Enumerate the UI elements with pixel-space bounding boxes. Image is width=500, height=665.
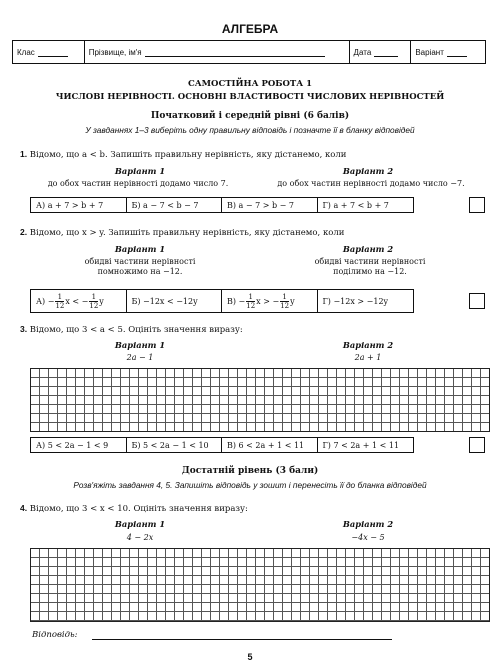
level1-title: Початковий і середній рівні (6 балів) [150,111,350,121]
task2-option-c[interactable]: В) − $\frac{1}{12}$ x > − $\frac{1}{12}$ y [222,290,318,312]
task1-text: Відомо, що a < b. Запишіть правильну нерівність, яку дістанемо, коли [29,150,347,160]
task1-variant1-text: до обох частин нерівності додамо число 7. [47,179,229,188]
answer-line[interactable] [92,639,392,640]
name-field[interactable] [85,41,350,63]
answer-label: Відповідь: [32,630,78,640]
date-label: Дата [353,47,372,57]
level2-instruction: Розв'яжіть завдання 4, 5. Запишіть відповідь у зошит і перенесіть її до бланка відповідей [73,480,427,490]
task3-variant2-expr: 2a + 1 [354,353,382,362]
task1-option-c[interactable]: В) a − 7 > b − 7 [222,198,318,212]
task1-question [20,149,346,160]
task1-number: 1. [20,149,28,159]
fraction-one-twelfth: $\frac{1}{12}$ [89,292,99,310]
task1-variant2-title: Варіант 2 [342,166,394,176]
task4-question [20,503,248,514]
task1-answer-box[interactable] [469,197,485,213]
task4-text: Відомо, що 3 < x < 10. Оцініть значення виразу: [29,504,248,514]
class-label: Клас [17,47,35,57]
task2-options [30,289,414,313]
task3-option-a[interactable]: А) 5 < 2a − 1 < 9 [31,438,127,452]
task4-variant2-title: Варіант 2 [342,519,394,529]
task2-variant1-title: Варіант 1 [114,244,166,254]
task4-variant2-expr: −4x − 5 [351,533,385,542]
task3-option-d[interactable]: Г) 7 < 2a + 1 < 11 [322,440,400,450]
task2-variant1-line1: обидві частини нерівності [84,257,196,266]
fraction-one-twelfth: $\frac{1}{12}$ [280,292,290,310]
task2-answer-box[interactable] [469,293,485,309]
task2-number: 2. [20,227,28,237]
page-number: 5 [247,652,253,662]
task3-option-c[interactable]: В) 6 < 2a + 1 < 11 [222,438,318,452]
name-label: Прізвище, ім'я [88,47,142,57]
task3-question [20,324,243,335]
task1-option-d[interactable]: Г) a + 7 < b + 7 [322,200,389,210]
level1-instruction: У завданнях 1–3 виберіть одну правильну відповідь і позначте її в бланку відповідей [85,125,415,135]
task3-number: 3. [20,324,28,334]
work-subtitle: ЧИСЛОВІ НЕРІВНОСТІ. ОСНОВНІ ВЛАСТИВОСТІ ЧИСЛОВИХ НЕРІВНОСТЕЙ [55,92,445,102]
class-field[interactable] [13,41,85,63]
task3-work-grid[interactable] [30,368,490,432]
task4-variant1-expr: 4 − 2x [126,533,154,542]
task2-text: Відомо, що x > y. Запишіть правильну нерівність, яку дістанемо, коли [29,228,345,238]
task1-option-b[interactable]: Б) a − 7 < b − 7 [127,198,223,212]
task4-work-grid[interactable] [30,548,490,622]
level2-title: Достатній рівень (3 бали) [181,466,319,476]
fraction-one-twelfth: $\frac{1}{12}$ [246,292,256,310]
task3-options [30,437,414,453]
date-field[interactable] [350,41,412,63]
task2-variant2-line1: обидві частини нерівності [314,257,426,266]
task1-option-a[interactable]: А) a + 7 > b + 7 [31,198,127,212]
task2-variant2-line2: поділимо на −12. [333,267,407,276]
task2-option-a[interactable]: А) − $\frac{1}{12}$ x < − $\frac{1}{12}$ y [31,290,127,312]
task2-question [20,227,344,238]
task1-variant2-text: до обох частин нерівності додамо число −7. [277,179,465,188]
task2-variant1-line2: помножимо на −12. [97,267,183,276]
task2-option-b[interactable]: Б) −12x < −12y [127,290,223,312]
student-header-table [12,40,486,64]
task3-option-b[interactable]: Б) 5 < 2a − 1 < 10 [127,438,223,452]
work-title: САМОСТІЙНА РОБОТА 1 [187,79,313,89]
variant-field[interactable] [411,41,485,63]
task3-variant2-title: Варіант 2 [342,340,394,350]
subject-title: АЛГЕБРА [221,22,279,36]
task1-variant1-title: Варіант 1 [114,166,166,176]
task4-number: 4. [20,503,28,513]
task3-answer-box[interactable] [469,437,485,453]
fraction-one-twelfth: $\frac{1}{12}$ [55,292,65,310]
task3-text: Відомо, що 3 < a < 5. Оцініть значення виразу: [29,325,243,335]
task3-variant1-title: Варіант 1 [114,340,166,350]
task1-options [30,197,414,213]
task3-variant1-expr: 2a − 1 [126,353,154,362]
task4-variant1-title: Варіант 1 [114,519,166,529]
variant-label: Варіант [415,47,444,57]
task2-option-d[interactable]: Г) −12x > −12y [322,296,389,306]
task2-variant2-title: Варіант 2 [342,244,394,254]
